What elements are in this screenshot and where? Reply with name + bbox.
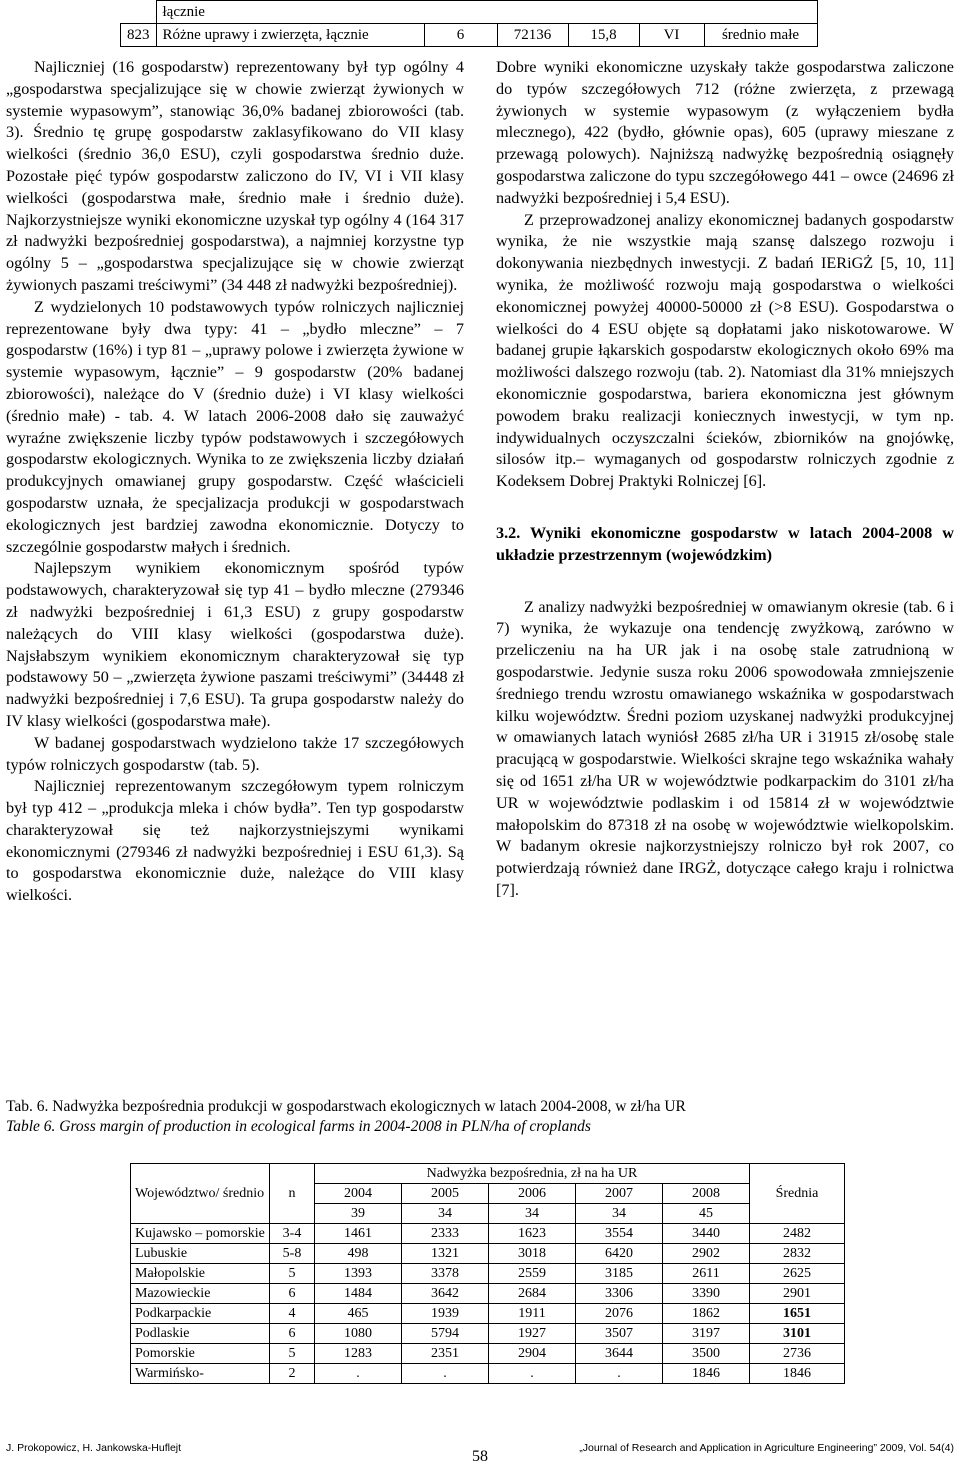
table-row — [131, 1364, 845, 1384]
table-row — [131, 1264, 845, 1284]
cell-average: 1651 — [750, 1304, 845, 1324]
header-count: 34 — [402, 1204, 489, 1224]
footer-journal: „Journal of Research and Application in Agriculture Engineering” 2009, Vol. 54(4) — [579, 1442, 954, 1454]
header-year: 2005 — [402, 1184, 489, 1204]
cell-average: 2736 — [750, 1344, 845, 1364]
cell-value: . — [489, 1364, 576, 1384]
cell-n: 6 — [270, 1284, 315, 1304]
cell-value: 3197 — [663, 1324, 750, 1344]
cell-value: . — [402, 1364, 489, 1384]
cell-value: 1862 — [663, 1304, 750, 1324]
cell-value: 3306 — [576, 1284, 663, 1304]
cell-value: 1461 — [315, 1224, 402, 1244]
cell-n: 5-8 — [270, 1244, 315, 1264]
cell-average: 2482 — [750, 1224, 845, 1244]
cell-value: 3378 — [402, 1264, 489, 1284]
top-table-cell: 15,8 — [568, 24, 639, 47]
page-number: 58 — [472, 1448, 488, 1465]
cell-value: 1846 — [663, 1364, 750, 1384]
top-table-fragment — [120, 0, 818, 47]
table-row — [131, 1224, 845, 1244]
cell-region: Mazowieckie — [131, 1284, 270, 1304]
table-6 — [130, 1163, 845, 1384]
cell-average: 2625 — [750, 1264, 845, 1284]
paragraph: Z analizy nadwyżki bezpośredniej w omawianym okresie (tab. 6 i 7) wynika, że wykazuje ona tendencję zwyżkową, zarówno w przeliczeniu na ha UR jak i na osobę stale zatrudnioną w gospodarstwie. Jedynie susza roku 2006 spowodowała zmniejszenie średniego trendu wzrostu omawianego wskaźnika w gospodarstwach kilku województw. Średni poziom uzyskanej nadwyżki produkcyjnej w omawianych latach wyniósł 2685 zł/ha UR i 31915 zł/osobę stale pracującą w gospodarstwie. Wielkości skrajne tego wskaźnika wahały się od 1651 zł/ha UR w województwie podkarpackim do 3101 zł/ha UR w województwie podlaskim i od 15814 zł w województwie małopolskim do 87318 zł na osobę w województwie wielkopolskim. W badanym okresie najkorzystniejszy rolniczo był rok 2007, co potwierdzają również dane IRGŻ, dotyczące całego kraju i rolnictwa [7]. — [496, 597, 954, 899]
cell-n: 5 — [270, 1264, 315, 1284]
cell-value: 1393 — [315, 1264, 402, 1284]
header-year: 2006 — [489, 1184, 576, 1204]
top-table-cell: średnio małe — [704, 24, 817, 47]
cell-average: 1846 — [750, 1364, 845, 1384]
table-row — [131, 1284, 845, 1304]
cell-value: 2076 — [576, 1304, 663, 1324]
paragraph: Dobre wyniki ekonomiczne uzyskały także gospodarstwa zaliczone do typów szczegółowych 712 (różne zwierzęta, z przewagą żywionych w systemie wypasowym (z wyłączeniem bydła mlecznego), 422 (bydło, głównie opas), 605 (uprawy mieszane z przewagą polowych). Najniższą nadwyżkę bezpośrednią osiągnęły gospodarstwa zaliczone do typu szczegółowego 441 – owce (24696 zł nadwyżki bezpośredniej i 5,4 ESU). — [496, 58, 954, 207]
paragraph: Najliczniej reprezentowanym szczegółowym typem rolniczym był typ 412 – „produkcja mleka i chów bydła”. Ten typ gospodarstw charakteryzował się też najkorzystniejszymi wynikami ekonomicznymi (279346 zł nadwyżki bezpośredniej i ESU 61,3). Są to gospodarstwa ekonomicznie duże, należące do VIII klasy wielkości. — [6, 777, 464, 905]
cell-n: 5 — [270, 1344, 315, 1364]
cell-value: 2351 — [402, 1344, 489, 1364]
cell-value: . — [315, 1364, 402, 1384]
header-count: 34 — [576, 1204, 663, 1224]
cell-region: Podlaskie — [131, 1324, 270, 1344]
paragraph: Z przeprowadzonej analizy ekonomicznej badanych gospodarstw wynika, że nie wszystkie mają szansę dalszego rozwoju i dokonywania niezbędnych inwestycji. Z badań IERiGŻ [5, 10, 11] wynika, że możliwość rozwoju mają gospodarstwa o wielkości ekonomicznej powyżej 40000-50000 zł (>8 ESU). Gospodarstwa o wielkości do 4 ESU objęte są dopłatami jako niskotowarowe. W badanej grupie łąkarskich gospodarstw ekologicznych około 69% ma możliwości dalszego rozwoju (tab. 2). Natomiast dla 31% mniejszych ekonomicznie gospodarstwa, bariera ekonomiczna jest głównym powodem braku realizacji koniecznych inwestycji, w tym np. indywidualnych oczyszczalni ścieków, zbiorników na gnojówkę, silosów itp.– wymaganych od gospodarstw rolniczych zgodnie z Kodeksem Dobrej Praktyki Rolniczej [6]. — [496, 210, 954, 491]
top-table-cell: 6 — [424, 24, 497, 47]
footer-authors: J. Prokopowicz, H. Jankowska-Huflejt — [6, 1442, 182, 1454]
top-table-header: łącznie — [156, 1, 817, 24]
cell-value: 2559 — [489, 1264, 576, 1284]
top-table-cell: VI — [639, 24, 704, 47]
table-row — [131, 1244, 845, 1264]
cell-value: 498 — [315, 1244, 402, 1264]
table-caption-pl: Tab. 6. Nadwyżka bezpośrednia produkcji w gospodarstwach ekologicznych w latach 2004-2008, w zł/ha UR — [6, 1098, 686, 1115]
top-table-cell: Różne uprawy i zwierzęta, łącznie — [156, 24, 424, 47]
table-row — [131, 1324, 845, 1344]
top-table-blank — [121, 1, 157, 24]
cell-value: 3554 — [576, 1224, 663, 1244]
cell-region: Pomorskie — [131, 1344, 270, 1364]
cell-value: 2684 — [489, 1284, 576, 1304]
header-year: 2007 — [576, 1184, 663, 1204]
cell-value: 1911 — [489, 1304, 576, 1324]
cell-value: 3500 — [663, 1344, 750, 1364]
top-table-row — [121, 24, 818, 47]
cell-value: 3644 — [576, 1344, 663, 1364]
header-count: 45 — [663, 1204, 750, 1224]
header-count: 39 — [315, 1204, 402, 1224]
cell-average: 2901 — [750, 1284, 845, 1304]
table-caption-en: Table 6. Gross margin of production in ecological farms in 2004-2008 in PLN/ha of croplands — [6, 1118, 591, 1135]
header-region: Województwo/ średnio — [131, 1164, 270, 1224]
cell-value: 3390 — [663, 1284, 750, 1304]
top-table-cell: 72136 — [497, 24, 568, 47]
cell-value: 2333 — [402, 1224, 489, 1244]
cell-value: 1623 — [489, 1224, 576, 1244]
cell-region: Warmińsko- — [131, 1364, 270, 1384]
cell-value: 1927 — [489, 1324, 576, 1344]
cell-average: 2832 — [750, 1244, 845, 1264]
cell-n: 4 — [270, 1304, 315, 1324]
header-n: n — [270, 1164, 315, 1224]
cell-value: 3018 — [489, 1244, 576, 1264]
cell-value: 3642 — [402, 1284, 489, 1304]
cell-value: 6420 — [576, 1244, 663, 1264]
left-column — [6, 57, 464, 907]
paragraph: W badanej gospodarstwach wydzielono także 17 szczegółowych typów rolniczych gospodarstw (tab. 5). — [6, 733, 464, 774]
cell-value: 2611 — [663, 1264, 750, 1284]
cell-n: 6 — [270, 1324, 315, 1344]
section-heading: 3.2. Wyniki ekonomiczne gospodarstw w latach 2004-2008 w układzie przestrzennym (wojewódzkim) — [496, 523, 954, 564]
right-column — [496, 57, 954, 902]
cell-region: Małopolskie — [131, 1264, 270, 1284]
cell-value: . — [576, 1364, 663, 1384]
cell-value: 3185 — [576, 1264, 663, 1284]
cell-value: 1283 — [315, 1344, 402, 1364]
top-table-cell: 823 — [121, 24, 157, 47]
cell-value: 1080 — [315, 1324, 402, 1344]
paragraph: Z wydzielonych 10 podstawowych typów rolniczych najliczniej reprezentowane były dwa typy: 41 – „bydło mleczne” – 7 gospodarstw (16%) i typ 81 – „uprawy polowe i zwierzęta żywione w systemie wypasowym, łącznie” – 9 gospodarstw (20% badanej zbiorowości), należące do V (średnio duże) i VI klasy wielkości (średnio małe) - tab. 4. W latach 2006-2008 dało się zauważyć wyraźne zwiększenie liczby typów podstawowych i szczegółowych gospodarstw ekologicznych. Wynika to ze zwiększenia liczby działań produkcyjnych omawianej grupy gospodarstw. Część właścicieli gospodarstw uznała, że specjalizacja produkcji w gospodarstwach ekologicznych jest bardziej zawodna ekonomicznie. Dotyczy to szczególnie gospodarstw małych i średnich. — [6, 297, 464, 556]
header-year: 2008 — [663, 1184, 750, 1204]
header-average: Średnia — [750, 1164, 845, 1224]
cell-value: 2904 — [489, 1344, 576, 1364]
cell-value: 5794 — [402, 1324, 489, 1344]
cell-region: Lubuskie — [131, 1244, 270, 1264]
cell-value: 1321 — [402, 1244, 489, 1264]
table-6-body — [131, 1224, 845, 1384]
cell-region: Kujawsko – pomorskie — [131, 1224, 270, 1244]
table-row — [131, 1344, 845, 1364]
cell-average: 3101 — [750, 1324, 845, 1344]
paragraph: Najlepszym wynikiem ekonomicznym spośród typów podstawowych, charakteryzował się typ 41 – bydło mleczne (279346 zł nadwyżki bezpośredniej i 61,3 ESU) z grupy gospodarstw należących do VIII klasy wielkości (gospodarstwa duże). Najsłabszym wynikiem ekonomicznym charakteryzował się typ podstawowy 50 – „zwierzęta żywione paszami treściwymi” (34448 zł nadwyżki bezpośredniej i 7,6 ESU). Ta grupa gospodarstw należy do IV klasy wielkości (gospodarstwa małe). — [6, 559, 464, 730]
cell-value: 1939 — [402, 1304, 489, 1324]
cell-n: 2 — [270, 1364, 315, 1384]
cell-value: 1484 — [315, 1284, 402, 1304]
cell-value: 465 — [315, 1304, 402, 1324]
paragraph: Najliczniej (16 gospodarstw) reprezentowany był typ ogólny 4 „gospodarstwa specjalizujące się w chowie zwierząt żywionych w systemie wypasowym”, stanowiąc 36,0% badanej zbiorowości (tab. 3). Średnio tę grupę gospodarstw zaklasyfikowano do VII klasy wielkości (średnio 36,0 ESU), czyli gospodarstwa średnio duże. Pozostałe pięć typów gospodarstw zaliczono do IV, VI i VII klasy wielkości (gospodarstwa małe, średnio małe i średnio duże). Najkorzystniejsze wyniki ekonomiczne uzyskał typ ogólny 4 (164 317 zł nadwyżki bezpośredniej gospodarstwa), a najmniej korzystne typ ogólny 5 – „gospodarstwa specjalizujące się w chowie zwierząt żywionych paszami treściwymi” (34 448 zł nadwyżki bezpośredniej). — [6, 58, 464, 294]
header-group: Nadwyżka bezpośrednia, zł na ha UR — [315, 1164, 750, 1184]
cell-region: Podkarpackie — [131, 1304, 270, 1324]
cell-value: 3507 — [576, 1324, 663, 1344]
cell-value: 3440 — [663, 1224, 750, 1244]
table-row — [131, 1304, 845, 1324]
cell-n: 3-4 — [270, 1224, 315, 1244]
header-year: 2004 — [315, 1184, 402, 1204]
cell-value: 2902 — [663, 1244, 750, 1264]
header-count: 34 — [489, 1204, 576, 1224]
